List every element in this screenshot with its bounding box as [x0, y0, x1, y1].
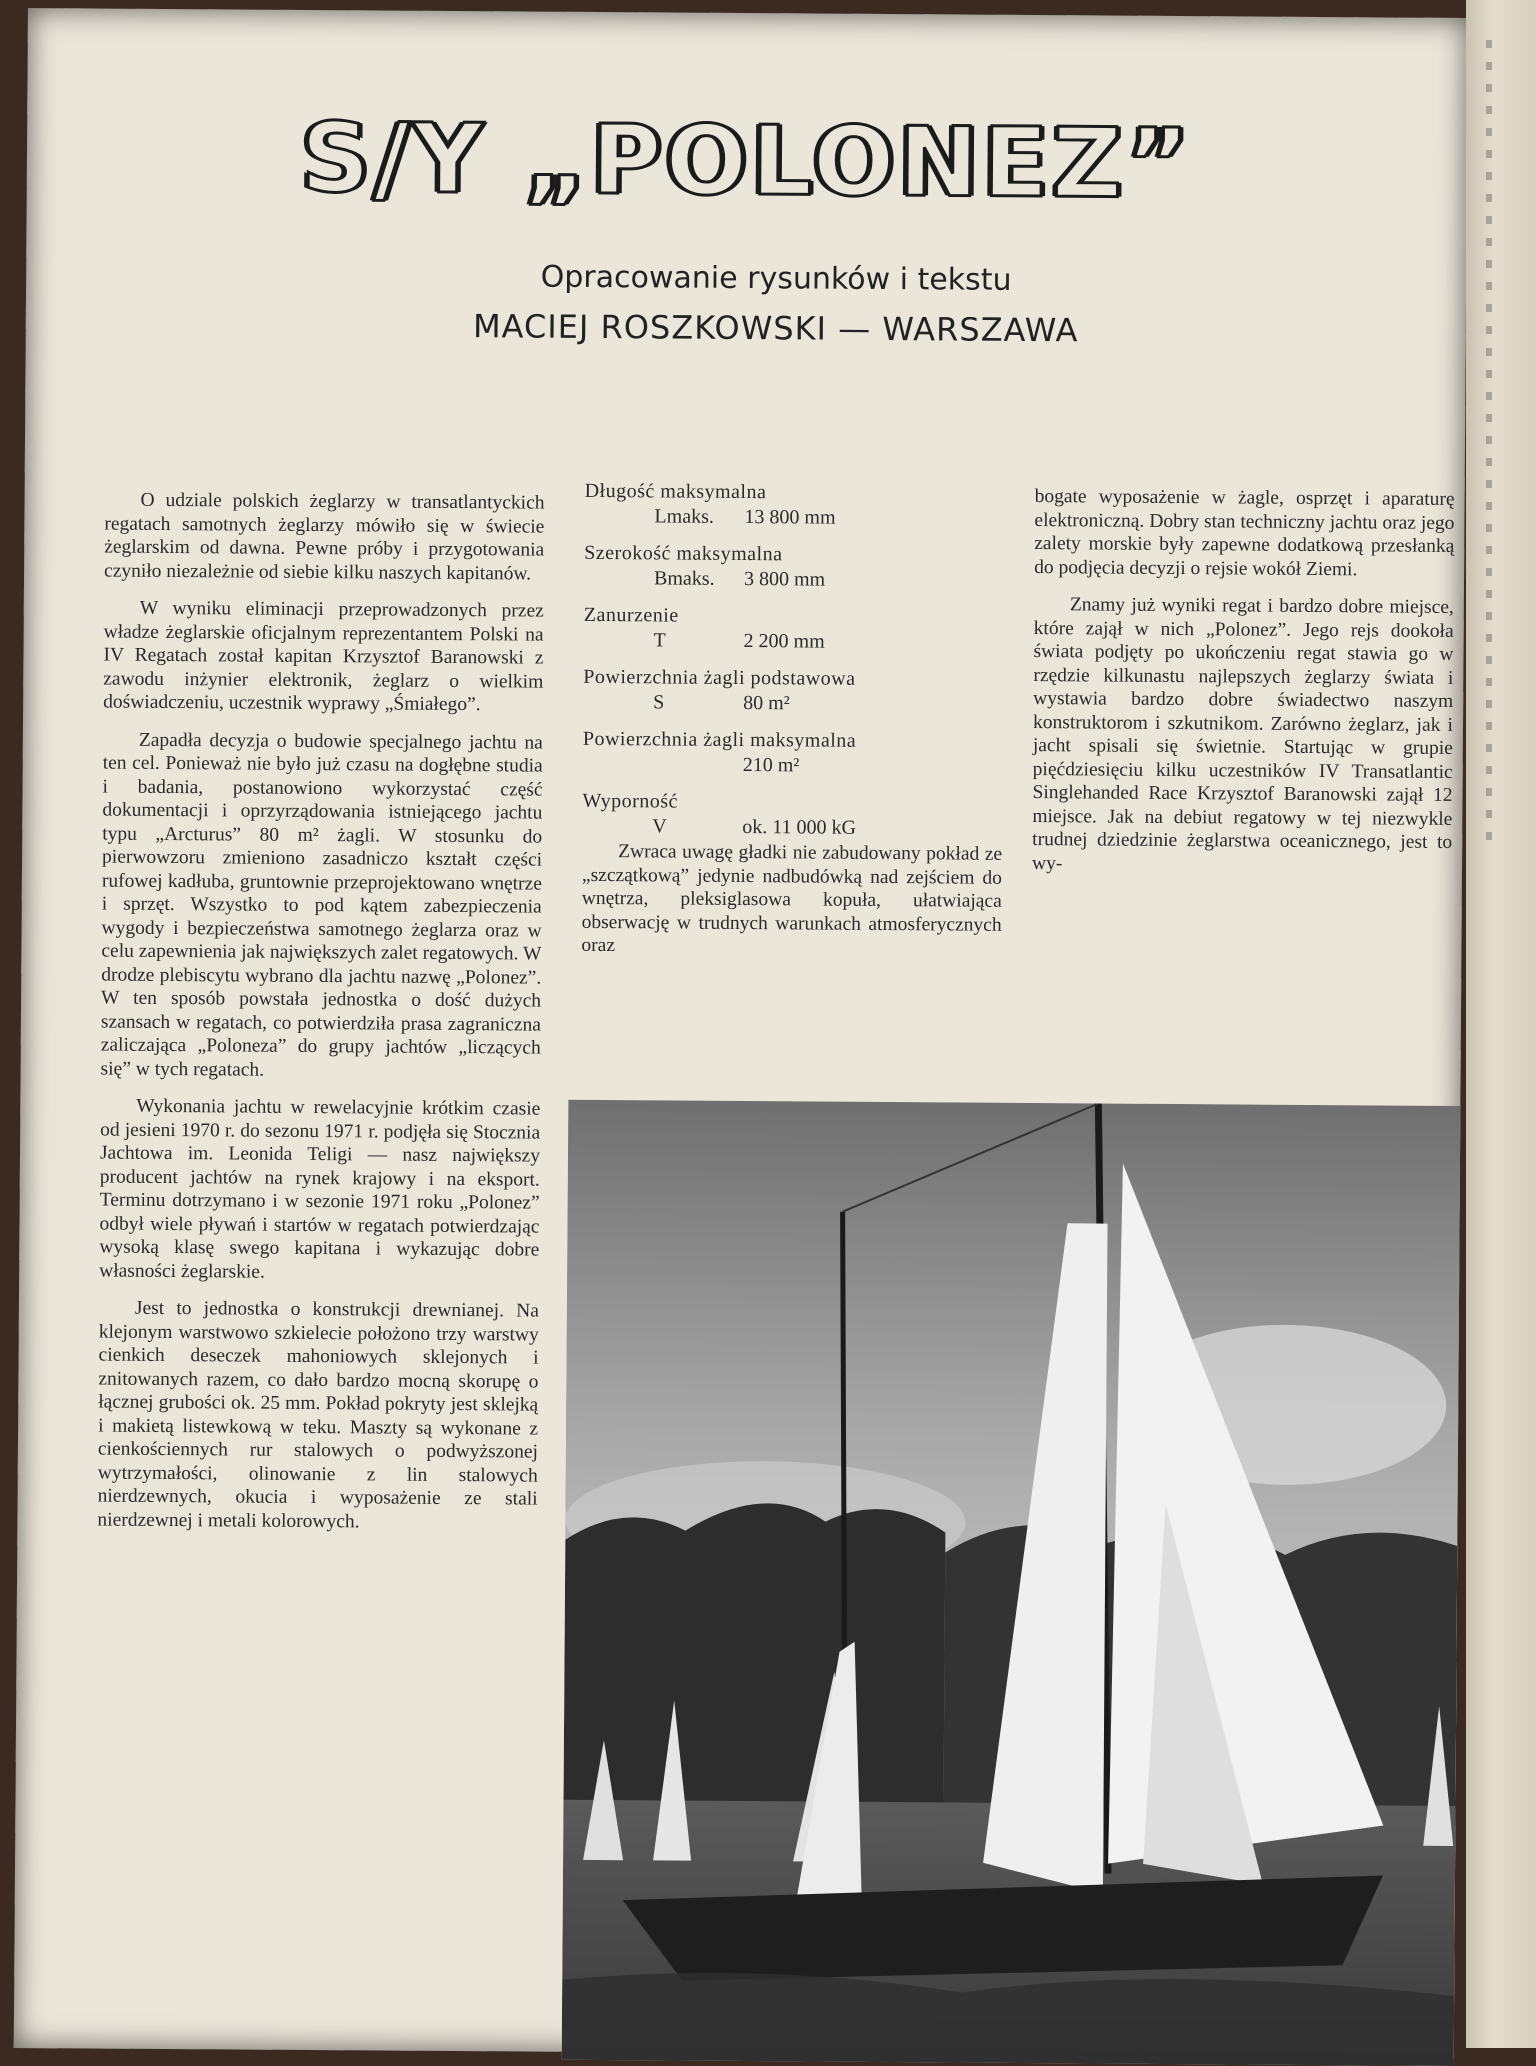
spec-item: [584, 480, 1004, 531]
spec-item: [583, 666, 1003, 717]
spec-item: [584, 542, 1004, 593]
paragraph: Jest to jednostka o konstrukcji drewnianej. Na klejonym warstwowo szkielecie położono trzy warstwy cienkich deseczek mahoniowych sklejonych i znitowanych razem, co dało bardzo mocną skorupę o łącznej grubości ok. 25 mm. Pokład pokryty jest sklejką i makietą listewkową w teku. Maszty są wykonane z cienkościennych rur stalowych o podwyższonej wytrzymałości, olinowanie z lin stalowych nierdzewnych, okucia i wyposażenie ze stali nierdzewnej i metali kolorowych.: [97, 1297, 539, 1532]
text-column-3: [1032, 485, 1455, 892]
magazine-page: [14, 8, 1468, 2058]
yacht-photo: [562, 1100, 1461, 2066]
paragraph: W wyniku eliminacji przeprowadzonych przez władze żeglarskie oficjalnym reprezentantem Polski na IV Regatach został kapitan Krzysztof Baranowski z zawodu inżynier elektronik, żeglarz o wielkim doświadczeniu, uczestnik wyprawy „Śmiałego”.: [103, 597, 544, 716]
author-line: MACIEJ ROSZKOWSKI — WARSZAWA: [472, 307, 1079, 350]
spec-value: 13 800 mm: [744, 506, 836, 529]
spec-value: 80 m²: [743, 692, 790, 715]
adjacent-page-edge: [1466, 0, 1536, 2048]
spec-value: ok. 11 000 kG: [742, 816, 857, 839]
subtitle: Opracowanie rysunków i tekstu: [540, 259, 1012, 298]
spec-symbol: V: [652, 815, 667, 838]
specifications-list: [582, 480, 1005, 855]
paragraph: Wykonania jachtu w rewelacyjnie krótkim czasie od jesieni 1970 r. do sezonu 1971 r. podjęła się Stocznia Jachtowa im. Leonida Teligi — nasz największy producent jachtów na rynek krajowy i na eksport. Terminu dotrzymano i w sezonie 1971 roku „Polonez” odbył wiele pływań i startów w regatach potwierdzając wysoką klasę swego kapitana i wykazując dobre własności żeglarskie.: [99, 1095, 541, 1283]
spec-label: Szerokość maksymalna: [584, 541, 783, 566]
yacht-photo-illustration: [562, 1100, 1461, 2066]
spec-label: Powierzchnia żagli podstawowa: [583, 665, 856, 690]
paragraph: Zapadła decyzja o budowie specjalnego jachtu na ten cel. Ponieważ nie było już czasu na dogłębne studia i badania, postanowiono wykorzystać część dokumentacji i oprzyrządowania istniejącego jachtu typu „Arcturus” 80 m² żagli. W stosunku do pierwowzoru zmieniono zasadniczo kształt części rufowej kadłuba, gruntownie przeprojektowano wnętrze i sprzęt. Wszystko to pod kątem zabezpieczenia wygody i bezpieczeństwa samotnego żeglarza oraz w celu zapewnienia jak największych zalet regatowych. W drodze plebiscytu wybrano dla jachtu nazwę „Polonez”. W ten sposób powstała jednostka o dość dużych szansach w regatach, co potwierdziła prasa zagraniczna zaliczająca „Poloneza” do grupy jachtów „liczących się” w tych regatach.: [100, 729, 543, 1081]
spec-item: [584, 604, 1004, 655]
spec-label: Powierzchnia żagli maksymalna: [582, 727, 857, 752]
spec-label: Długość maksymalna: [584, 479, 767, 504]
paragraph: Zwraca uwagę gładki nie zabudowany pokład ze „szczątkową” jedynie nadbudówką nad zejściem do wnętrza, pleksiglasowa kopuła, ułatwiająca obserwację w trudnych warunkach atmosferycznych oraz: [581, 841, 1003, 957]
paragraph: Znamy już wyniki regat i bardzo dobre miejsce, które zajął w nich „Polonez”. Jego rejs dookoła świata podjęty po ukończeniu regat stawia go w rzędzie kilkunastu najlepszych żeglarzy świata i wystawia bardzo dobre świadectwo naszym konstruktorom i szkutnikom. Zarówno żeglarz, jak i jacht spisali się świetnie. Startując w grupie pięćdziesięciu kilku uczestników IV Transatlantic Singlehanded Race Krzysztof Baranowski zajął 12 miejsce. Jak na debiut regatowy w tej niezwykle trudnej dziedzinie żeglarstwa oceanicznego, jest to wy-: [1031, 594, 1454, 874]
spec-value: 3 800 mm: [743, 568, 826, 591]
spec-value: 210 m²: [742, 754, 800, 777]
page-title: S/Y „POLONEZ”: [300, 101, 1194, 221]
spec-symbol: T: [653, 629, 666, 652]
spec-symbol: [583, 753, 713, 777]
spec-label: Zanurzenie: [583, 603, 679, 627]
paragraph: O udziale polskich żeglarzy w transatlantyckich regatach samotnych żeglarzy mówiło się w świecie żeglarskim od dawna. Pewne próby i przygotowania czyniło niezależnie od siebie kilku naszych kapitanów.: [104, 489, 545, 585]
spec-item: [583, 728, 1003, 779]
spec-value: 2 200 mm: [743, 630, 825, 653]
text-column-2: [581, 840, 1002, 974]
spec-item: [582, 790, 1002, 841]
text-column-1: [97, 489, 544, 1549]
spec-symbol: Lmaks.: [654, 505, 714, 528]
spec-symbol: S: [653, 691, 665, 714]
spec-label: Wyporność: [582, 789, 679, 813]
paragraph: bogate wyposażenie w żagle, osprzęt i aparaturę elektroniczną. Dobry stan techniczny jachtu oraz jego zalety morskie były zapewne dodatkową przesłanką do podjęcia decyzji o rejsie wokół Ziemi.: [1034, 486, 1455, 580]
spec-symbol: Bmaks.: [653, 567, 715, 590]
